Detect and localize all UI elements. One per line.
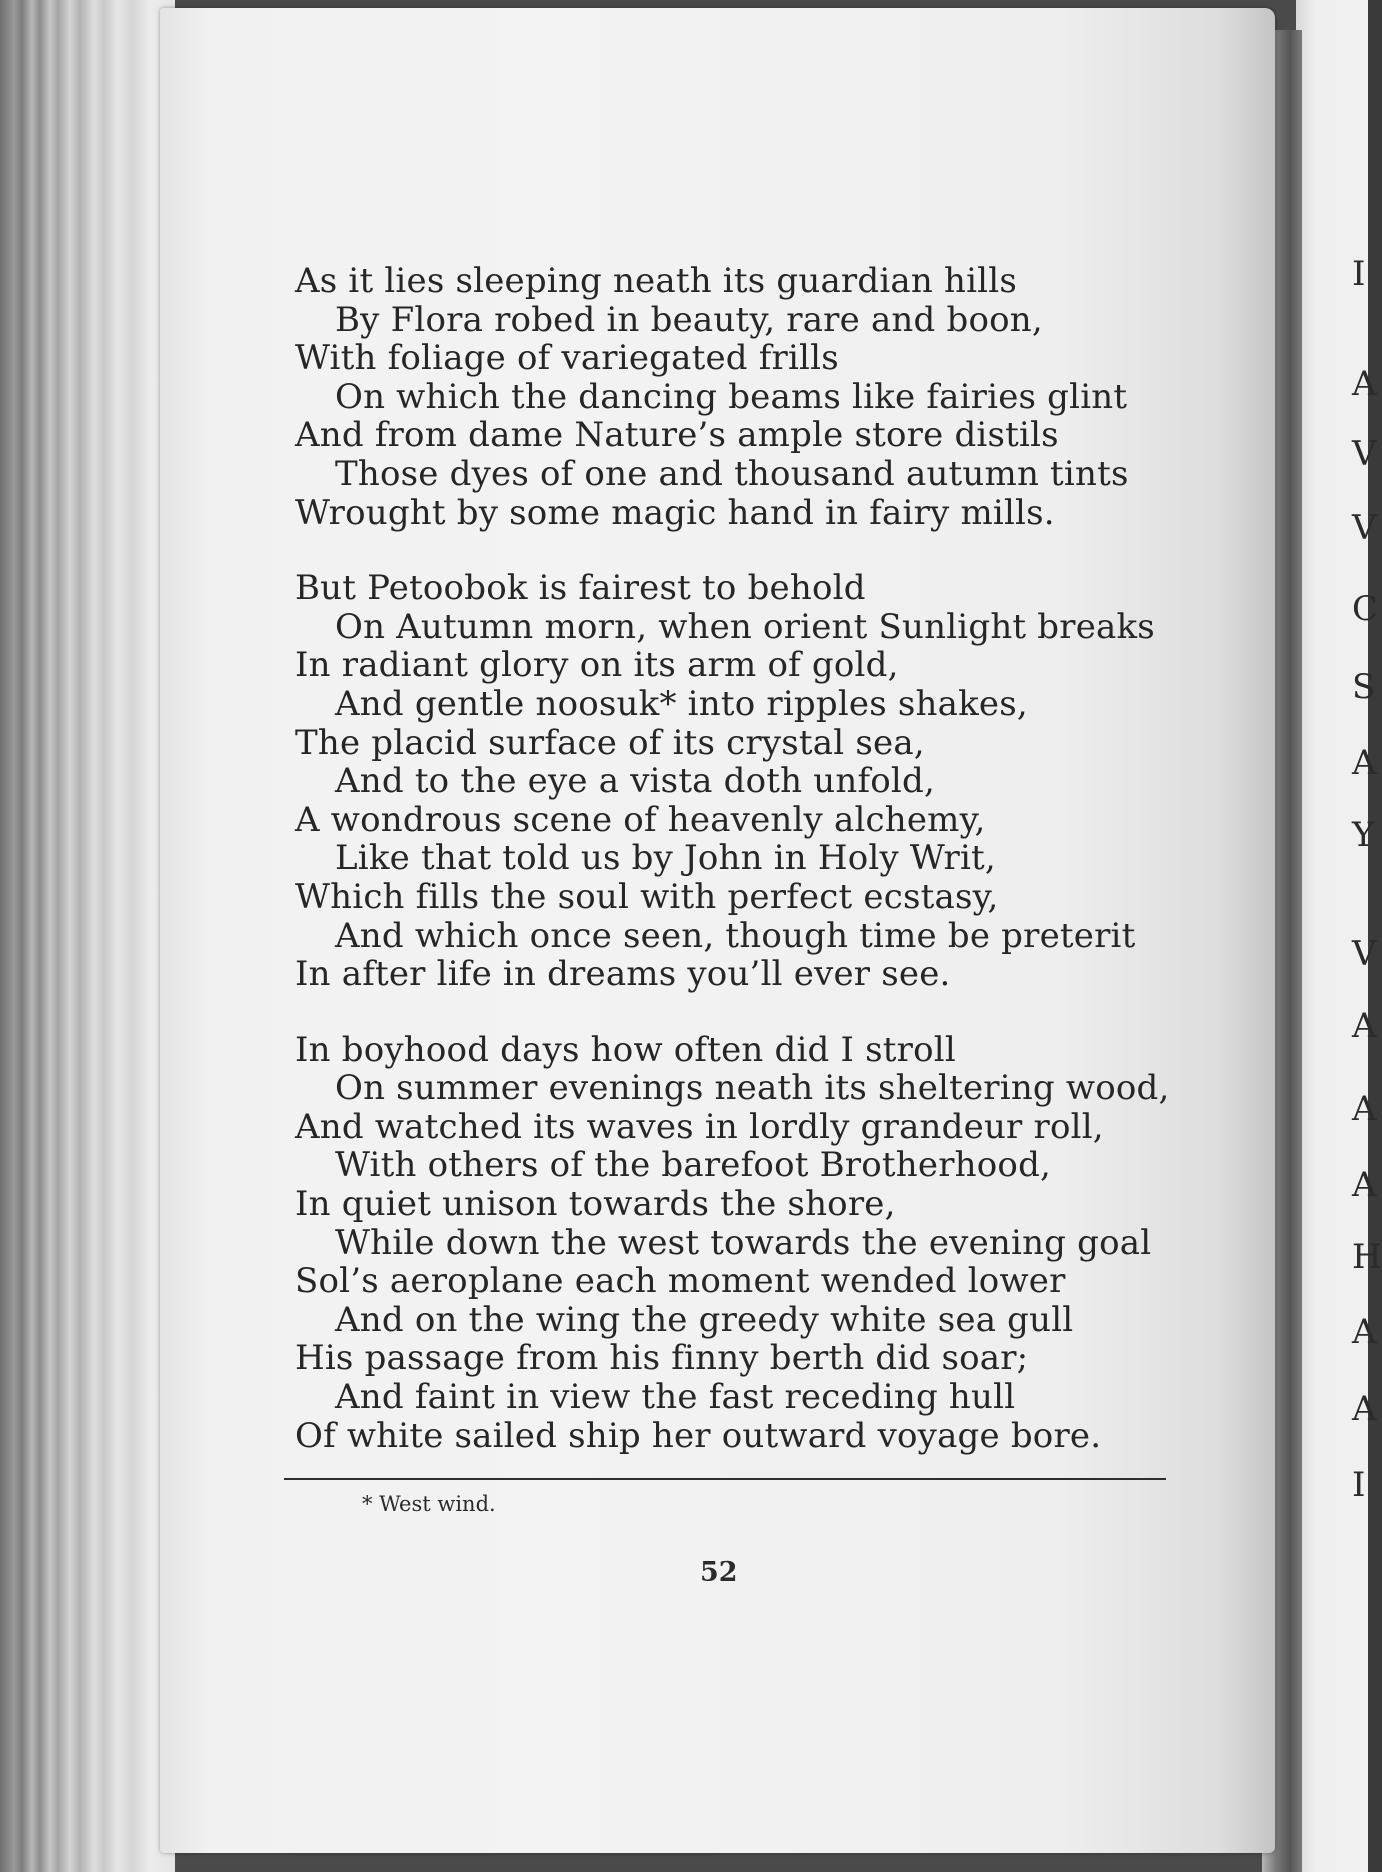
poem-line: And which once seen, though time be preterit [335, 915, 1136, 956]
poem-line: On Autumn morn, when orient Sunlight breaks [335, 606, 1155, 647]
footnote: * West wind. [362, 1492, 496, 1516]
footnote-rule [284, 1478, 1166, 1480]
next-page-letter: I [1352, 1465, 1366, 1505]
poem-line: And to the eye a vista doth unfold, [335, 761, 935, 802]
page-edges [0, 0, 175, 1872]
poem-line: By Flora robed in beauty, rare and boon, [335, 299, 1043, 340]
poem-line: Sol’s aeroplane each moment wended lower [295, 1261, 1066, 1302]
poem-line: His passage from his finny berth did soar; [295, 1338, 1029, 1379]
poem-line: On which the dancing beams like fairies glint [335, 376, 1128, 417]
poem-line: Wrought by some magic hand in fairy mills. [295, 492, 1055, 533]
poem-line: Of white sailed ship her outward voyage bore. [295, 1415, 1102, 1456]
next-page-letter: C [1352, 589, 1379, 629]
poem-line: Which fills the soul with perfect ecstasy, [295, 876, 999, 917]
poem-line: And from dame Nature’s ample store distils [295, 415, 1059, 456]
next-page-letter: V [1352, 934, 1377, 974]
next-page-letter: Y [1352, 815, 1375, 855]
next-page-letter: A [1352, 1312, 1377, 1352]
stanza-1 [295, 262, 1255, 532]
next-page-letter: A [1352, 364, 1377, 404]
poem-text [295, 262, 1255, 1455]
next-page-letter: A [1352, 1089, 1377, 1129]
poem-line: Like that told us by John in Holy Writ, [335, 838, 996, 879]
poem-line: With foliage of variegated frills [295, 338, 839, 379]
poem-line: But Petoobok is fairest to behold [295, 568, 866, 609]
poem-line: The placid surface of its crystal sea, [295, 722, 925, 763]
next-page-letter: V [1352, 434, 1377, 474]
poem-line: And watched its waves in lordly grandeur roll, [295, 1106, 1104, 1147]
page-number: 52 [700, 1557, 738, 1588]
next-page-letter: H [1352, 1237, 1382, 1277]
poem-line: In radiant glory on its arm of gold, [295, 645, 899, 686]
next-page-letter: A [1352, 1006, 1377, 1046]
next-page-letter: A [1352, 743, 1377, 783]
poem-line: As it lies sleeping neath its guardian hills [295, 261, 1017, 301]
next-page-letter: V [1352, 508, 1377, 548]
poem-line: And faint in view the fast receding hull [335, 1377, 1016, 1418]
poem-line: Those dyes of one and thousand autumn tints [335, 453, 1129, 494]
stanza-2 [295, 569, 1255, 994]
next-page-letter: A [1352, 1389, 1377, 1429]
next-page-letter: I [1352, 254, 1366, 294]
poem-line: And on the wing the greedy white sea gull [335, 1299, 1074, 1340]
poem-line: And gentle noosuk* into ripples shakes, [335, 683, 1028, 724]
stanza-3 [295, 1031, 1255, 1456]
poem-line: While down the west towards the evening goal [335, 1222, 1152, 1263]
poem-line: In boyhood days how often did I stroll [295, 1029, 956, 1070]
next-page-letter: S [1352, 667, 1376, 707]
poem-line: In after life in dreams you’ll ever see. [295, 954, 951, 995]
poem-line: With others of the barefoot Brotherhood, [335, 1145, 1052, 1186]
poem-line: A wondrous scene of heavenly alchemy, [295, 799, 986, 840]
poem-line: In quiet unison towards the shore, [295, 1184, 896, 1225]
poem-line: On summer evenings neath its sheltering wood, [335, 1068, 1170, 1109]
next-page-letter: A [1352, 1165, 1377, 1205]
